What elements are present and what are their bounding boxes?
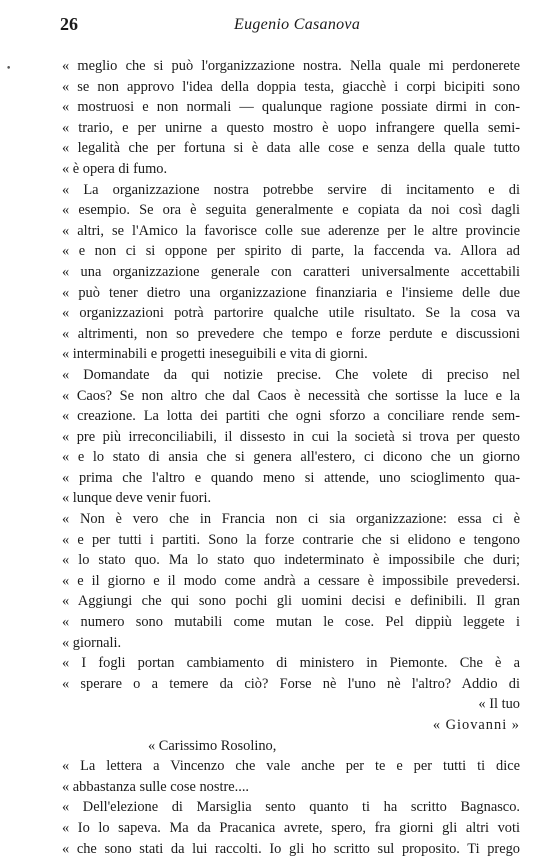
text-line: « giornali.: [62, 634, 122, 651]
running-head: Eugenio Casanova: [234, 16, 361, 33]
text-line: « lunque deve venir fuori.: [62, 490, 212, 507]
text-line: « trario, e per unirne a questo mostro è uopo infrangere quella semi-: [62, 119, 520, 136]
text-line: « Il tuo: [478, 696, 520, 713]
text-line: « Carissimo Rosolino,: [148, 737, 277, 754]
text-line: « sperare o a temere da ciò? Forse nè l'uno nè l'altro? Addio di: [62, 675, 520, 692]
page-header: [60, 14, 510, 40]
text-line: « La lettera a Vincenzo che vale anche per te e per tutti ti dice: [62, 758, 520, 775]
text-line: « altri, se l'Amico la favorisce colle sue aderenze per le altre provincie: [62, 222, 520, 239]
text-line: « meglio che si può l'organizzazione nostra. Nella quale mi perdonerete: [62, 58, 520, 74]
text-line: « lo stato quo. Ma lo stato quo indeterminato è impossibile che duri;: [62, 552, 520, 569]
text-line: « prima che l'altro e quando meno si attende, uno scioglimento qua-: [62, 469, 520, 486]
text-line: « organizzazioni potrà partorire qualche utile risultato. Se la cosa va: [62, 305, 520, 322]
body-text: [62, 56, 520, 859]
text-line: « I fogli portan cambiamento di ministero in Piemonte. Che è a: [62, 655, 520, 672]
margin-mark: •: [6, 64, 12, 74]
text-line: « è opera di fumo.: [62, 160, 168, 177]
text-line: « Aggiungi che qui sono pochi gli uomini decisi e definibili. Il gran: [62, 593, 520, 610]
text-line: « e non ci si oppone per spirito di parte, la faccenda va. Allora ad: [62, 243, 520, 260]
text-line: « abbastanza sulle cose nostre....: [62, 778, 250, 795]
text-line: « Caos? Se non altro che dal Caos è necessità che sortisse la luce e la: [62, 387, 520, 404]
text-line: « una organizzazione generale con caratteri universalmente accettabili: [62, 263, 520, 280]
text-line: « e il giorno e il modo come andrà a cessare è impossibile prevedersi.: [62, 572, 520, 589]
text-line: « Giovanni »: [432, 717, 520, 733]
text-line: « e lo stato di ansia che si genera all'estero, ci dicono che un giorno: [62, 449, 520, 466]
text-line: « altrimenti, non so prevedere che tempo e forze perdute e discussioni: [62, 325, 520, 342]
text-line: « Non è vero che in Francia non ci sia organizzazione: essa ci è: [62, 511, 520, 528]
text-line: « mostruosi e non normali — qualunque ragione possiate dirmi in con-: [62, 99, 520, 116]
text-line: « può tener dietro una organizzazione finanziaria e l'insieme delle due: [62, 284, 520, 301]
text-line: « se non approvo l'idea della doppia testa, giacchè i corpi bicipiti sono: [62, 78, 520, 95]
text-line: « creazione. La lotta dei partiti che ogni sforzo a conciliare rende sem-: [62, 408, 520, 425]
page-number: 26: [60, 14, 78, 34]
text-line: « legalità che per fortuna si è data alle cose e senza della quale tutto: [62, 140, 520, 157]
text-line: « interminabili e progetti ineseguibili e vita di giorni.: [62, 346, 368, 363]
text-line: « Dell'elezione di Marsiglia sento quanto ti ha scritto Bagnasco.: [62, 799, 520, 816]
text-line: « La organizzazione nostra potrebbe servire di incitamento e di: [62, 181, 520, 198]
text-line: « pre più irreconciliabili, il dissesto in cui la società si trova per questo: [62, 428, 520, 445]
text-line: « esempio. Se ora è seguita generalmente e copiata da noi così dagli: [62, 202, 520, 219]
text-line: « Domandate da qui notizie precise. Che volete di preciso nel: [62, 366, 520, 383]
text-line: « numero sono mutabili come mutan le cose. Pel dippiù leggete i: [62, 614, 520, 631]
text-line: « che sono stati da lui raccolti. Io gli ho scritto sul proposito. Ti prego: [62, 840, 520, 857]
text-line: « Io lo sapeva. Ma da Pracanica avrete, spero, fra giorni gli altri voti: [62, 819, 520, 836]
text-line: « e per tutti i partiti. Sono la forze contrarie che si elidono e tengono: [62, 531, 520, 548]
